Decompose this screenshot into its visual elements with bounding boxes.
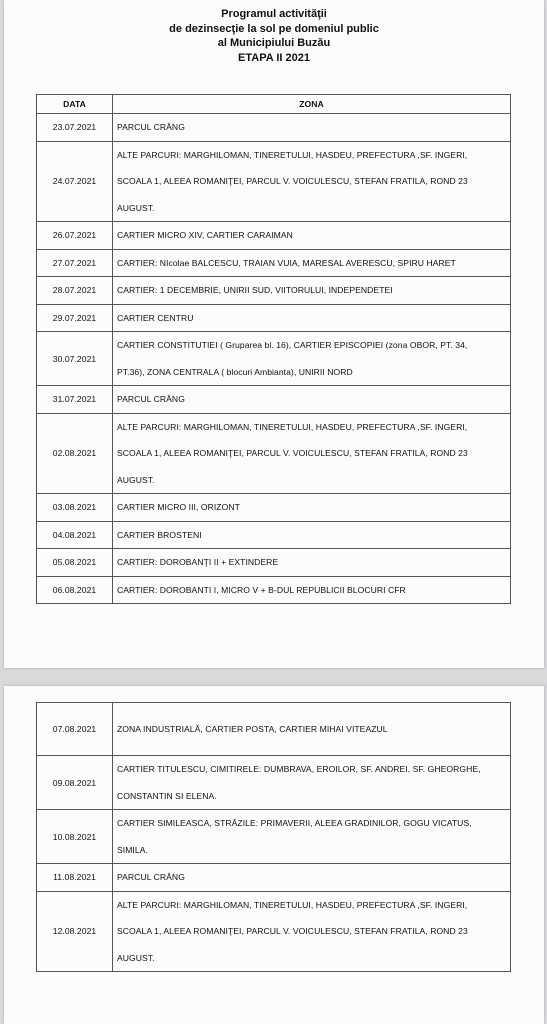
zona-line: SCOALA 1, ALEEA ROMANIŢEI, PARCUL V. VOICULESCU, STEFAN FRATILA, ROND 23 [117,448,468,458]
row-zona [113,521,511,549]
row-date: 12.08.2021 [37,891,113,972]
zona-line: SCOALA 1, ALEEA ROMANIŢEI, PARCUL V. VOICULESCU, STEFAN FRATILA, ROND 23 [117,176,468,186]
zona-line: CARTIER SIMILEASCA, STRĂZILE: PRIMAVERII, ALEEA GRADINILOR, GOGU VICATUS, [117,818,472,828]
zona-line: PARCUL CRÂNG [117,394,185,404]
table-row [37,222,511,250]
table-row [37,703,511,756]
row-date: 02.08.2021 [37,413,113,494]
row-date: 23.07.2021 [37,114,113,142]
row-zona [113,413,511,494]
row-zona [113,332,511,386]
row-date: 27.07.2021 [37,249,113,277]
zona-line: ALTE PARCURI: MARGHILOMAN, TINERETULUI, HASDEU, PREFECTURA ,SF. INGERI, [117,899,468,910]
title-line-4: ETAPA II 2021 [238,51,310,64]
row-date: 04.08.2021 [37,521,113,549]
zona-line: CARTIER: DOROBANTI I, MICRO V + B-DUL REPUBLICII BLOCURI CFR [117,584,406,595]
row-zona [113,864,511,892]
table-row [37,114,511,142]
row-zona [113,756,511,810]
document-page-2 [4,686,544,1024]
table-row [37,810,511,864]
zona-line: CARTIER: 1 DECEMBRIE, UNIRII SUD, VIITORULUI, INDEPENDETEI [117,285,393,295]
row-date: 26.07.2021 [37,222,113,250]
schedule-table-2 [36,702,511,972]
zona-line: AUGUST. [117,202,155,213]
row-zona [113,114,511,142]
row-date: 31.07.2021 [37,386,113,414]
zona-line: ALTE PARCURI: MARGHILOMAN, TINERETULUI, HASDEU, PREFECTURA ,SF. INGERI, [117,421,468,432]
table-row [37,549,511,577]
row-zona [113,141,511,222]
row-zona [113,810,511,864]
zona-line: PT.36), ZONA CENTRALA ( blocuri Ambianta), UNIRII NORD [117,366,353,377]
row-zona [113,576,511,604]
row-date: 05.08.2021 [37,549,113,577]
row-zona [113,222,511,250]
row-date: 30.07.2021 [37,332,113,386]
zona-line: SCOALA 1, ALEEA ROMANIŢEI, PARCUL V. VOICULESCU, STEFAN FRATILA, ROND 23 [117,926,468,936]
zona-line: PARCUL CRÂNG [117,122,185,132]
zona-line: CARTIER: NIcolae BALCESCU, TRAIAN VUIA, MARESAL AVERESCU, SPIRU HARET [117,257,456,268]
row-date: 29.07.2021 [37,304,113,332]
table-row [37,521,511,549]
row-zona [113,386,511,414]
row-zona [113,703,511,756]
header-zona: ZONA [113,95,511,114]
zona-line: CONSTANTIN SI ELENA. [117,790,217,801]
table-row [37,386,511,414]
schedule-table-1 [36,94,511,604]
table-row [37,864,511,892]
row-zona [113,891,511,972]
table-row [37,304,511,332]
row-date: 24.07.2021 [37,141,113,222]
zona-line: ALTE PARCURI: MARGHILOMAN, TINERETULUI, HASDEU, PREFECTURA ,SF. INGERI, [117,149,468,160]
row-zona [113,304,511,332]
title-line-1: Programul activităţii [221,8,327,20]
title-line-2: de dezinsecţie la sol pe domeniul public [169,22,379,35]
row-zona [113,549,511,577]
row-date: 28.07.2021 [37,277,113,305]
zona-line: AUGUST. [117,474,155,485]
row-zona [113,277,511,305]
document-title [4,7,544,65]
title-line-3: al Municipiului Buzău [217,37,331,49]
zona-line: CARTIER TITULESCU, CIMITIRELE: DUMBRAVA, EROILOR, SF. ANDREI, SF. GHEORGHE, [117,764,481,774]
zona-line: AUGUST. [117,952,155,963]
table-row [37,141,511,222]
zona-line: CARTIER MICRO XIV, CARTIER CARAIMAN [117,230,293,240]
document-page-1 [4,0,544,668]
table-row [37,891,511,972]
row-date: 07.08.2021 [37,703,113,756]
table-header-row [37,95,511,114]
table-row [37,756,511,810]
row-zona [113,249,511,277]
row-date: 11.08.2021 [37,864,113,892]
row-date: 03.08.2021 [37,494,113,522]
zona-line: CARTIER BROSTENI [117,529,202,540]
row-date: 06.08.2021 [37,576,113,604]
header-date: DATA [37,95,113,114]
zona-line: CARTIER CENTRU [117,312,194,323]
table-row [37,413,511,494]
zona-line: ZONA INDUSTRIALĂ, CARTIER POSTA, CARTIER MIHAI VITEAZUL [117,723,388,734]
zona-line: CARTIER MICRO III, ORIZONT [117,502,240,512]
row-date: 09.08.2021 [37,756,113,810]
table-row [37,249,511,277]
table-row [37,494,511,522]
zona-line: SIMILA. [117,844,148,855]
table-row [37,332,511,386]
row-date: 10.08.2021 [37,810,113,864]
table-row [37,576,511,604]
table-row [37,277,511,305]
zona-line: PARCUL CRÂNG [117,872,185,882]
zona-line: CARTIER: DOROBANŢI II + EXTINDERE [117,557,279,567]
row-zona [113,494,511,522]
zona-line: CARTIER CONSTITUTIEI ( Gruparea bl. 16), CARTIER EPISCOPIEI (zona OBOR, PT. 34, [117,340,468,350]
